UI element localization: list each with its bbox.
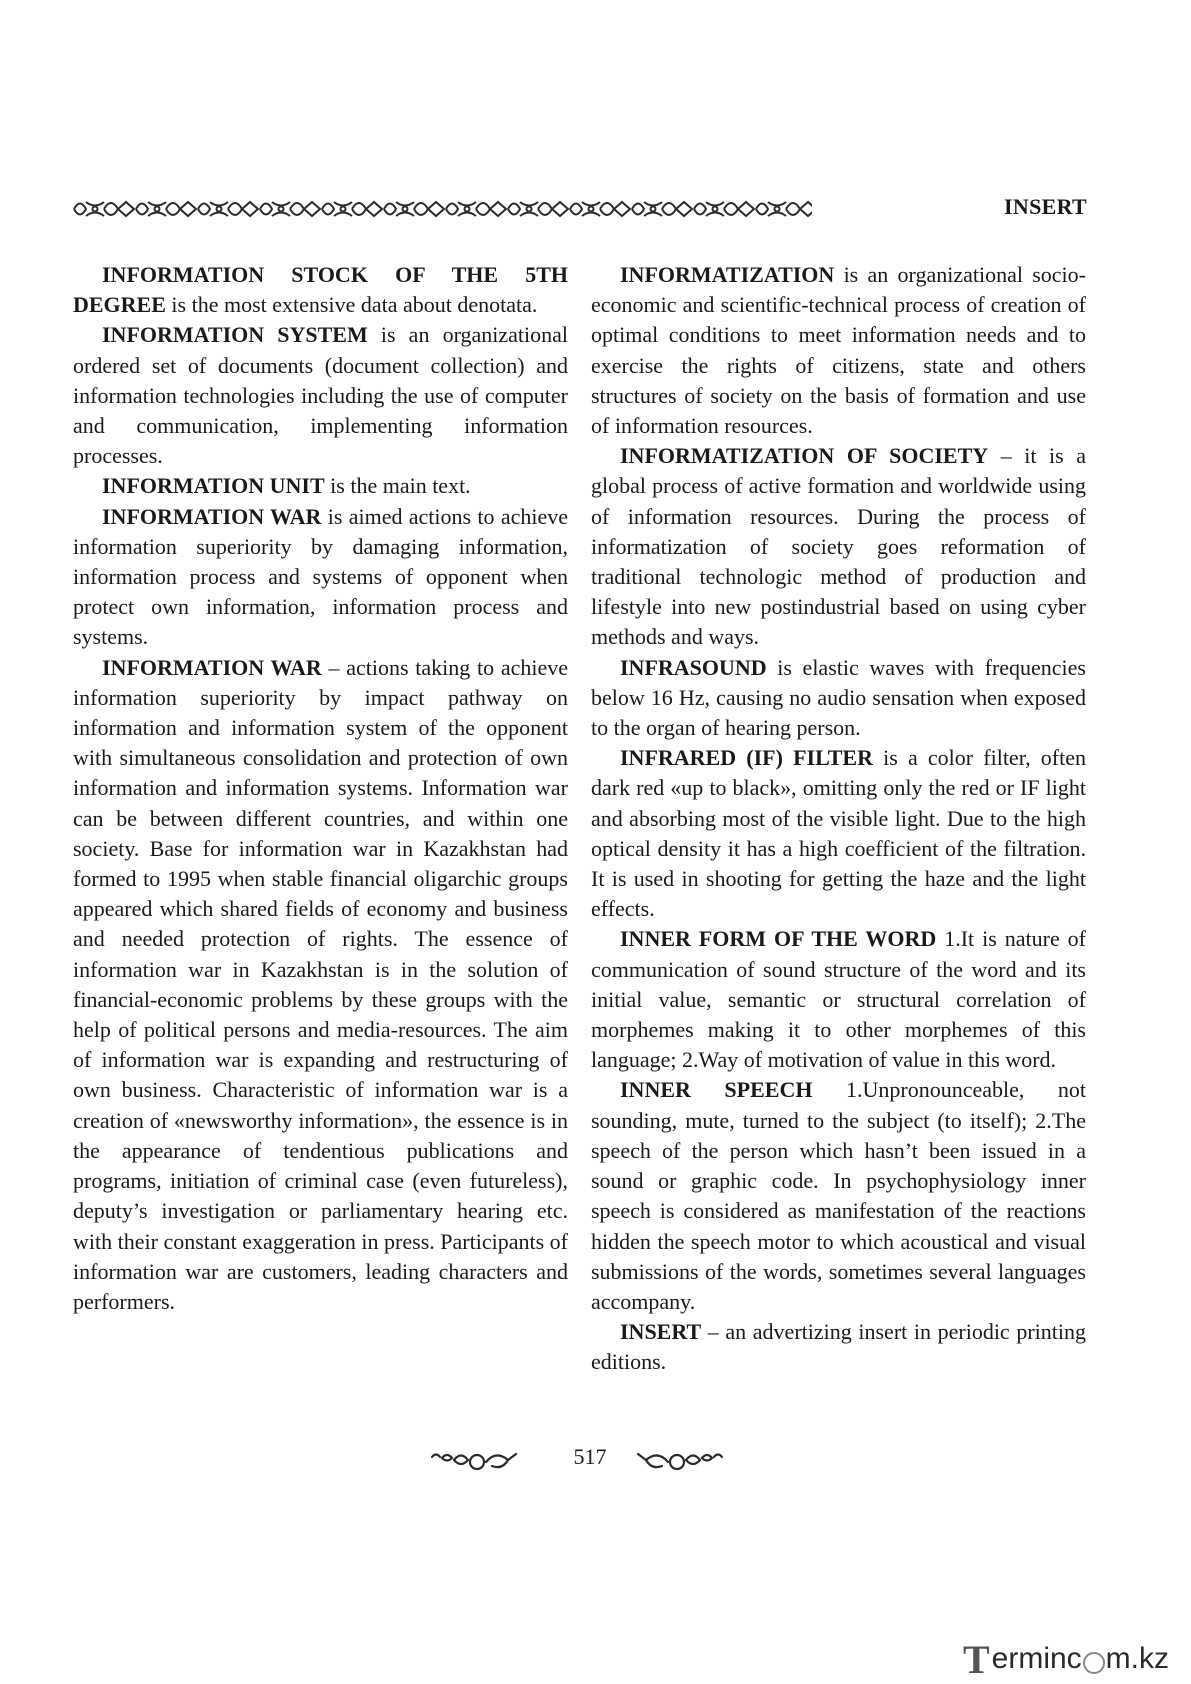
ornament-motif: [74, 202, 134, 216]
footer-ornament-left: [428, 1448, 520, 1474]
right-column: [591, 260, 1086, 1378]
entry-definition: is an organizational socio-economic and scientific-technical process of creation of optimal conditions to meet information needs and to exercise the rights of citizens, state and others structures of society on the basis of formation and use of information resources.: [591, 262, 1086, 439]
entry-information-war-1: [73, 502, 568, 653]
entry-information-system: [73, 320, 568, 471]
entry-definition: – actions taking to achieve information superiority by impact pathway on information and information system of the opponent with simultaneous consolidation and protection of own information and information systems. Information war can be between different countries, and within one society. Base for information war in Kazakhstan had formed to 1995 when stable financial oligarchic groups appeared which shared fields of economy and business and needed protection of rights. The essence of information war in Kazakhstan is in the solution of financial-economic problems by these groups with the help of political persons and media-resources. The aim of information war is expanding and restructuring of own business. Characteristic of information war is a creation of «newsworthy information», the essence is in the appearance of tendentious publications and programs, initiation of criminal case (even futureless), deputy’s investigation or parliamentary hearing etc. with their constant exaggeration in press. Participants of information war are customers, leading characters and performers.: [73, 654, 568, 1314]
entry-term: INFORMATION UNIT: [102, 473, 325, 499]
entry-definition: 1.Unpronounceable, not sounding, mute, turned to the subject (to itself); 2.The speech of the person which hasn’t been issued in a sound or graphic code. In psychophysiology inner speech is considered as manifestation of the reactions hidden the speech motor to which acoustical and visual submissions of the words, sometimes several languages accompany.: [591, 1077, 1087, 1314]
ornament-motif: [322, 202, 382, 216]
watermark-text-part1: erminc: [991, 1642, 1082, 1675]
entry-definition: – it is a global process of active formation and worldwide using of information resources. During the process of informatization of society goes reformation of traditional technologic method of production and lifestyle into new postindustrial based on using cyber methods and ways.: [591, 443, 1087, 650]
entry-term: INFRARED (IF) FILTER: [620, 745, 873, 771]
entry-informatization: [591, 260, 1086, 441]
entry-information-war-2: [73, 653, 568, 1317]
entry-information-stock: [73, 260, 568, 320]
entry-definition: 1.It is nature of communication of sound structure of the word and its initial value, semantic or structural correlation of morphemes making it to other morphemes of this language; 2.Way of motivation of value in this word.: [591, 926, 1087, 1073]
entry-definition: is an organizational ordered set of documents (document collection) and information technologies including the use of computer and communication, implementing information processes.: [73, 322, 568, 469]
entry-term: INFORMATION STOCK OF THE 5TH DEGREE: [73, 262, 568, 318]
watermark-text-part2: m.kz: [1105, 1642, 1169, 1675]
entry-term: INFORMATIZATION OF SOCIETY: [620, 443, 989, 469]
entry-inner-form-of-the-word: [591, 924, 1086, 1075]
header-ornament: [72, 194, 812, 224]
entry-insert: [591, 1317, 1086, 1377]
ornament-motif: [756, 202, 812, 216]
entry-definition: is elastic waves with frequencies below 16 Hz, causing no audio sensation when exposed to the organ of hearing person.: [591, 654, 1086, 741]
entry-infrared-filter: [591, 743, 1086, 924]
entry-inner-speech: [591, 1075, 1086, 1317]
ornament-motif: [384, 202, 444, 216]
entry-term: INFORMATION WAR: [102, 503, 322, 529]
page-footer: [0, 1444, 1191, 1480]
ornament-motif: [260, 202, 320, 216]
entry-term: INFORMATION WAR: [102, 654, 322, 680]
entry-definition: is the most extensive data about denotata.: [165, 292, 538, 318]
footer-ornament-right: [634, 1448, 726, 1474]
page-number: 517: [573, 1444, 607, 1469]
ornament-motif: [508, 202, 568, 216]
termincom-watermark-logo: [963, 1638, 1169, 1680]
ornament-motif: [570, 202, 630, 216]
entry-informatization-of-society: [591, 441, 1086, 652]
ornament-motif: [136, 202, 196, 216]
ornament-motif: [198, 202, 258, 216]
entry-definition: is a color filter, often dark red «up to black», omitting only the red or IF light and absorbing most of the visible light. Due to the high optical density it has a high coefficient of the filtration. It is used in shooting for getting the haze and the light effects.: [591, 745, 1087, 922]
entry-term: INFORMATION SYSTEM: [102, 322, 368, 348]
entry-infrasound: [591, 653, 1086, 744]
entry-term: INNER FORM OF THE WORD: [620, 926, 937, 952]
ornament-motif: [694, 202, 754, 216]
entry-definition: – an advertizing insert in periodic printing editions.: [591, 1319, 1086, 1375]
entry-definition: is the main text.: [324, 473, 471, 499]
entry-definition: is aimed actions to achieve information superiority by damaging information, information process and systems of opponent when protect own information, information process and systems.: [73, 503, 568, 650]
entry-term: INFORMATIZATION: [620, 262, 835, 287]
watermark-letter-t: T: [962, 1636, 990, 1682]
running-head: INSERT: [1004, 194, 1087, 219]
entry-term: INNER SPEECH: [620, 1077, 813, 1103]
entry-term: INSERT: [620, 1319, 702, 1345]
ornament-motif: [632, 202, 692, 216]
ornament-motif: [446, 202, 506, 216]
left-column: [73, 260, 568, 1317]
entry-information-unit: [73, 471, 568, 501]
entry-term: INFRASOUND: [620, 654, 767, 680]
watermark-o-circle-icon: [1083, 1652, 1105, 1674]
